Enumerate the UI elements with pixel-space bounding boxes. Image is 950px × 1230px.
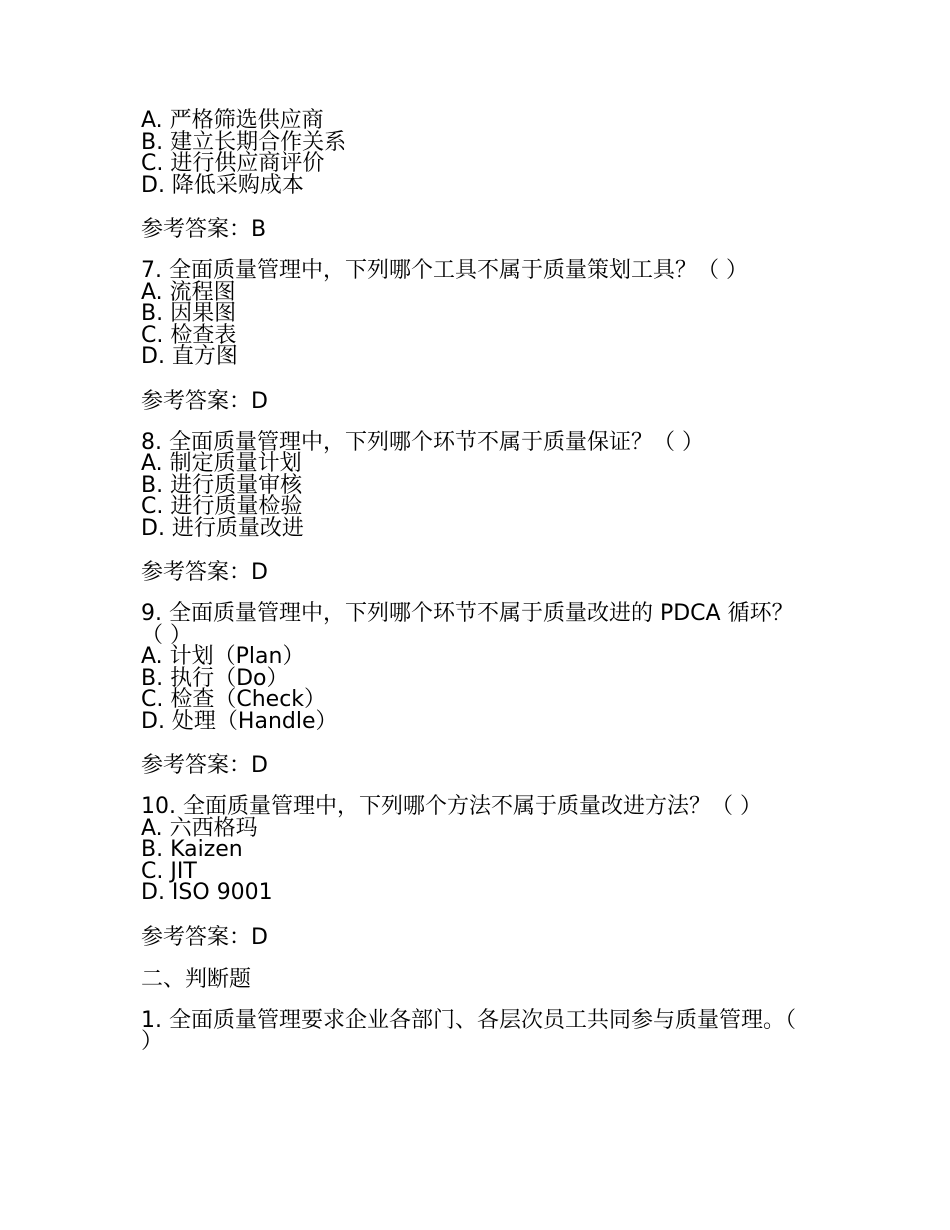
q8-text: 8. 全面质量管理中，下列哪个环节不属于质量保证？（ ） bbox=[141, 429, 704, 455]
document-page bbox=[141, 110, 801, 1053]
q8-option-b: B. 进行质量审核 bbox=[141, 472, 303, 498]
q7-option-a: A. 流程图 bbox=[141, 279, 236, 305]
question-10 bbox=[141, 796, 801, 950]
q8-option-a: A. 制定质量计划 bbox=[141, 451, 302, 476]
q7-option-d: D. 直方图 bbox=[141, 344, 238, 369]
q8-option-c: C. 进行质量检验 bbox=[141, 494, 303, 519]
q9-answer: 参考答案：D bbox=[141, 753, 268, 778]
q7-answer: 参考答案：D bbox=[141, 388, 268, 414]
q9-option-d: D. 处理（Handle） bbox=[141, 708, 338, 734]
tf1-text: 1. 全面质量管理要求企业各部门、各层次员工共同参与质量管理。（ ） bbox=[141, 1007, 796, 1054]
q7-option-b: B. 因果图 bbox=[141, 301, 237, 326]
q10-text: 10. 全面质量管理中，下列哪个方法不属于质量改进方法？（ ） bbox=[141, 794, 762, 819]
q9-text: 9. 全面质量管理中，下列哪个环节不属于质量改进的 PDCA 循环？（ ） bbox=[141, 601, 794, 648]
q10-option-b: B. Kaizen bbox=[141, 837, 243, 862]
q6-option-a: A. 严格筛选供应商 bbox=[141, 108, 324, 133]
q6-answer: 参考答案：B bbox=[141, 217, 267, 242]
question-7 bbox=[141, 260, 801, 414]
q8-option-d: D. 进行质量改进 bbox=[141, 515, 304, 541]
question-9 bbox=[141, 603, 801, 778]
q10-option-a: A. 六西格玛 bbox=[141, 815, 258, 841]
q9-option-b: B. 执行（Do） bbox=[141, 665, 289, 691]
q7-option-c: C. 检查表 bbox=[141, 322, 237, 348]
q10-answer: 参考答案：D bbox=[141, 924, 268, 950]
q8-answer: 参考答案：D bbox=[141, 560, 268, 585]
q6-option-c: C. 进行供应商评价 bbox=[141, 151, 325, 176]
question-8 bbox=[141, 429, 801, 586]
q7-text: 7. 全面质量管理中，下列哪个工具不属于质量策划工具？（ ） bbox=[141, 258, 748, 283]
section-title-true-false: 二、判断题 bbox=[141, 966, 252, 992]
tf-question-1 bbox=[141, 1007, 801, 1054]
q10-option-c: C. JIT bbox=[141, 858, 197, 884]
q10-option-d: D. ISO 9001 bbox=[141, 880, 273, 905]
q9-option-a: A. 计划（Plan） bbox=[141, 644, 305, 669]
q9-option-c: C. 检查（Check） bbox=[141, 687, 327, 712]
q6-option-b: B. 建立长期合作关系 bbox=[141, 129, 347, 155]
question-6 bbox=[141, 110, 801, 242]
q6-option-d: D. 降低采购成本 bbox=[141, 172, 304, 198]
